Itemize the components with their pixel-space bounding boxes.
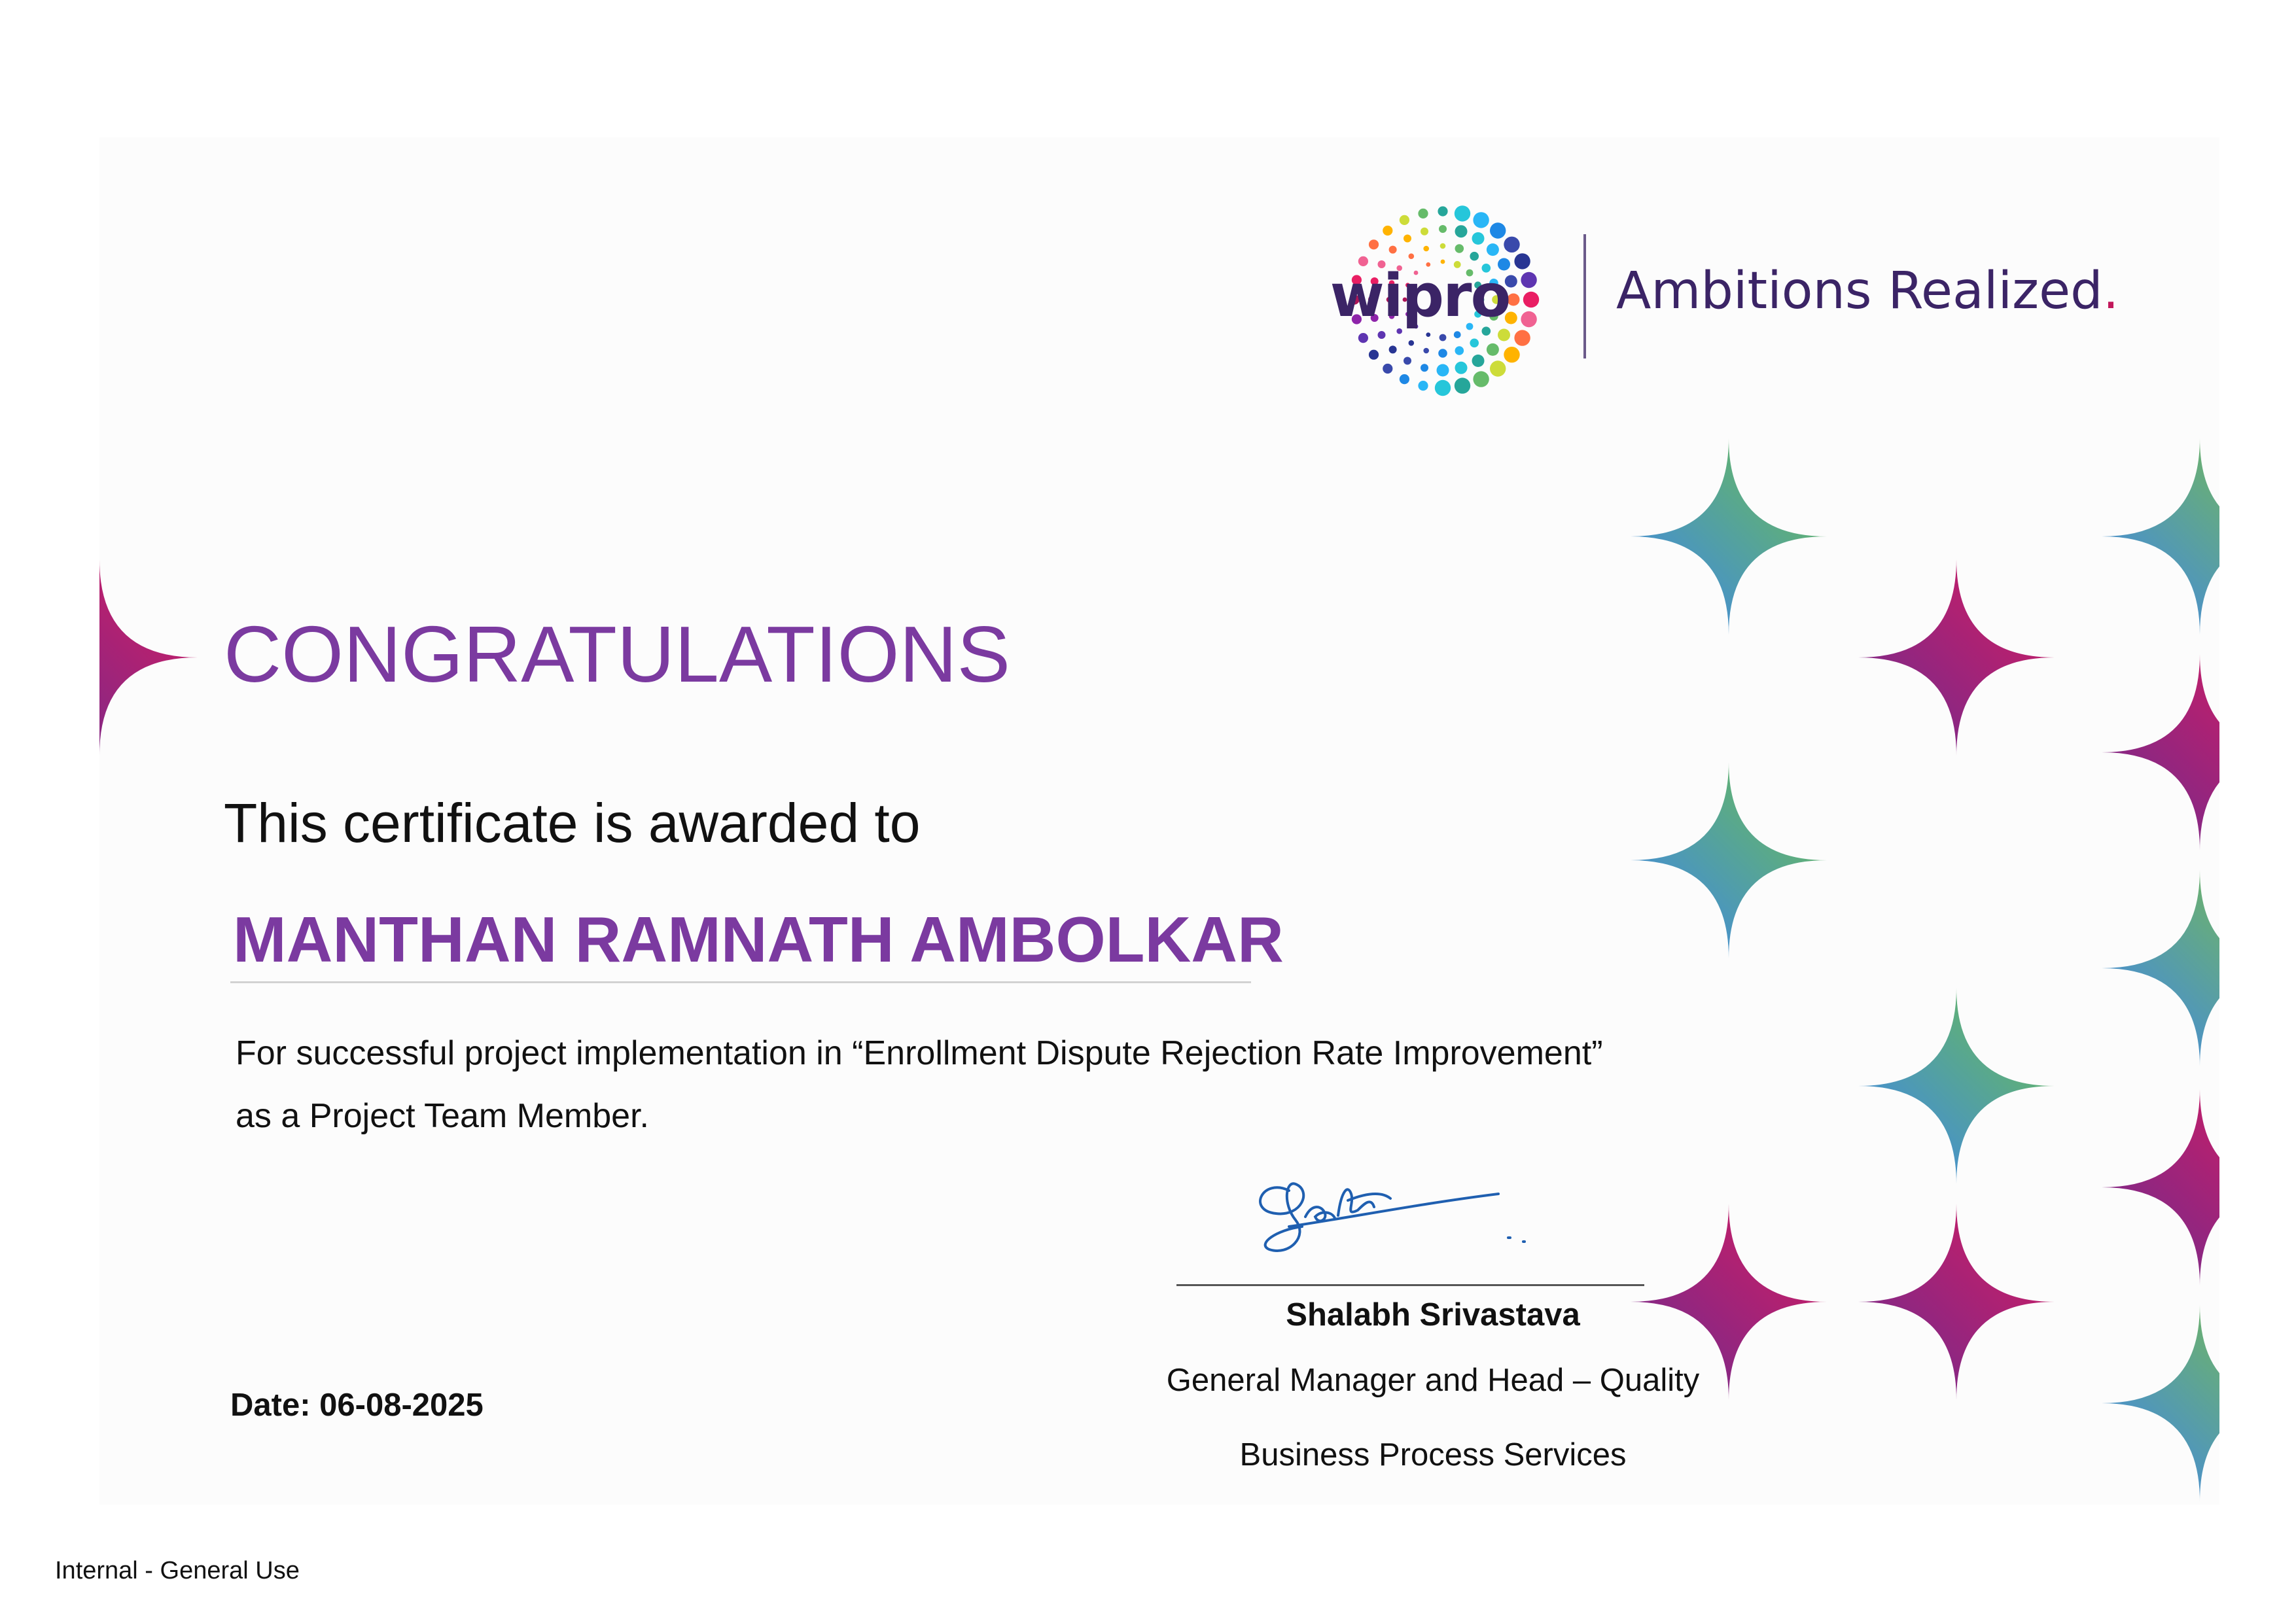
logo-dot [1437, 364, 1449, 377]
logo-dot [1439, 225, 1447, 233]
signature-icon [1250, 1164, 1590, 1269]
logo-dot [1455, 377, 1470, 393]
star-decoration-icon [2102, 1305, 2219, 1501]
star-decoration-icon [2102, 1089, 2219, 1285]
logo-dot [1455, 346, 1464, 355]
logo-dot [1404, 235, 1411, 243]
star-decoration-icon [1858, 988, 2055, 1184]
star-decoration-icon [99, 559, 198, 756]
logo-dot [1490, 360, 1506, 376]
logo-dot [1472, 232, 1485, 245]
logo-dot [1487, 243, 1499, 256]
logo-dot [1423, 348, 1429, 354]
logo-dot [1358, 333, 1368, 343]
logo-dot [1438, 206, 1447, 216]
logo-dot [1418, 209, 1428, 218]
star-decoration-icon [1631, 438, 1827, 635]
classification-label: Internal - General Use [55, 1557, 300, 1584]
logo-dot [1490, 222, 1506, 238]
logo-dot [1438, 349, 1447, 358]
logo-dot [1421, 228, 1428, 236]
logo-dot [1454, 331, 1461, 338]
logo-dot [1498, 329, 1510, 341]
logo-dot [1440, 243, 1446, 249]
logo-dot [1369, 350, 1379, 360]
logo-dot [1487, 343, 1499, 356]
logo-dot [1473, 371, 1489, 387]
logo-dot [1400, 215, 1409, 225]
awarded-text: This certificate is awarded to [224, 792, 921, 854]
logo-dot [1504, 347, 1519, 362]
tagline-dot: . [2102, 262, 2119, 321]
logo-dot [1404, 357, 1411, 365]
wipro-logo [1302, 201, 2153, 398]
logo-dot [1378, 331, 1386, 339]
logo-dot [1473, 212, 1489, 228]
logo-dot [1470, 339, 1479, 348]
logo-dot [1426, 332, 1430, 337]
logo-dot [1409, 253, 1415, 259]
star-decoration-icon [1858, 1204, 2055, 1400]
logo-dot [1389, 246, 1397, 254]
logo-dot [1383, 364, 1392, 374]
star-decoration-icon [2102, 438, 2219, 635]
logo-dot [1369, 239, 1379, 249]
tagline [1616, 262, 2119, 321]
logo-dot [1439, 334, 1447, 341]
logo-dot [1455, 205, 1470, 221]
logo-dot [1455, 225, 1468, 237]
star-decoration-icon [1858, 559, 2055, 756]
logo-dot [1383, 226, 1392, 236]
star-decoration-icon [1631, 762, 1827, 958]
logo-dot [1504, 237, 1519, 253]
star-decoration-icon [2102, 654, 2219, 850]
logo-dot [1455, 362, 1468, 374]
signatory-name: Shalabh Srivastava [1286, 1297, 1580, 1333]
certificate-heading: CONGRATULATIONS [224, 610, 1011, 699]
logo-dot [1470, 252, 1479, 261]
tagline-text: Ambitions Realized [1616, 262, 2103, 321]
logo-dot [1421, 364, 1428, 372]
logo-dot [1435, 380, 1451, 396]
logo-dot [1409, 340, 1415, 346]
logo-dot [1418, 381, 1428, 391]
logo-dot [1472, 355, 1485, 367]
description-line-1: For successful project implementation in “Enrollment Dispute Rejection Rate Improvement” [236, 1034, 1603, 1072]
wipro-wordmark: wipro [1330, 262, 1510, 330]
logo-dot [1423, 246, 1429, 252]
certificate-date: Date: 06-08-2025 [230, 1387, 484, 1423]
signature-line [1176, 1284, 1644, 1286]
logo-dot [1389, 345, 1397, 353]
recipient-name: MANTHAN RAMNATH AMBOLKAR [233, 903, 1284, 975]
star-decoration-icon [2102, 870, 2219, 1066]
description-line-2: as a Project Team Member. [236, 1097, 649, 1135]
logo-dot [1514, 330, 1530, 345]
logo-divider [1583, 234, 1586, 358]
logo-dot [1455, 244, 1464, 253]
signatory-department: Business Process Services [1239, 1437, 1627, 1473]
name-underline [230, 981, 1251, 983]
logo-dot [1400, 374, 1409, 384]
signatory-title: General Manager and Head – Quality [1166, 1363, 1700, 1398]
